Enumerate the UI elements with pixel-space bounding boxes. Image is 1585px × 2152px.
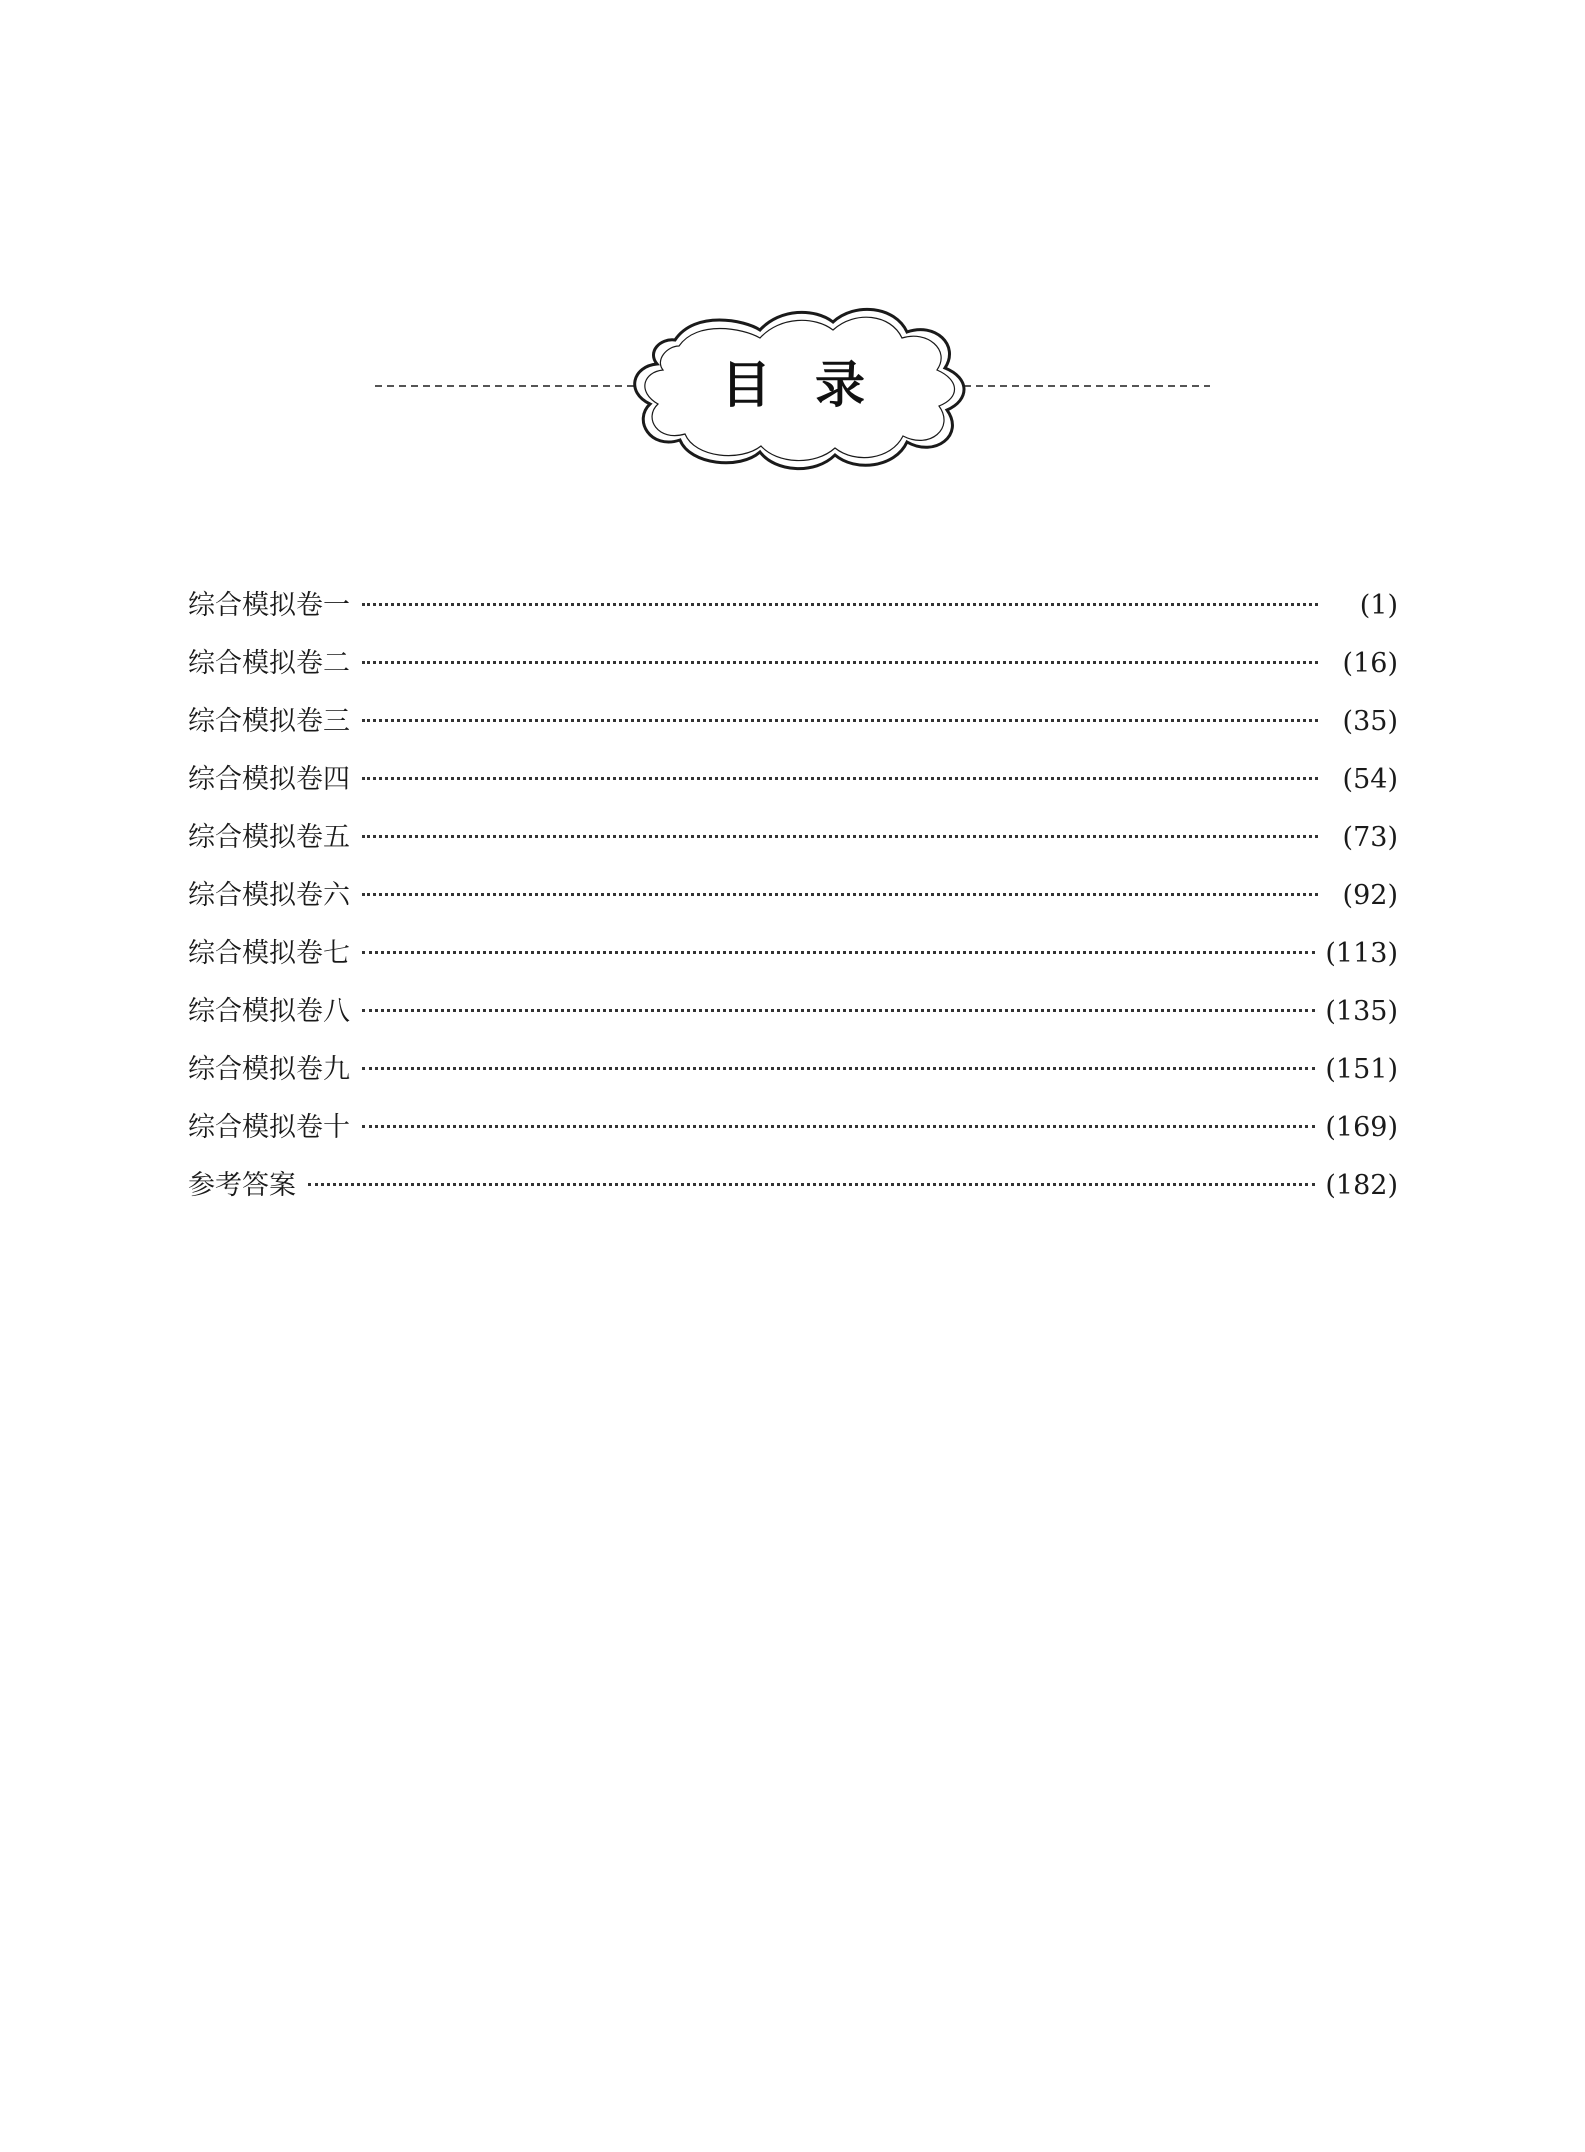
- toc-entry[interactable]: [188, 643, 1398, 701]
- dot-leader: [362, 1067, 1315, 1070]
- dot-leader: [362, 893, 1318, 896]
- toc-entry-label: 综合模拟卷五: [188, 822, 350, 853]
- toc-entry-page: (169): [1325, 1112, 1398, 1143]
- toc-entry[interactable]: [188, 991, 1398, 1049]
- page-title: 目录: [721, 356, 909, 414]
- toc-entry-page: (16): [1342, 648, 1398, 679]
- dot-leader: [362, 777, 1318, 780]
- dot-leader: [362, 951, 1315, 954]
- toc-entry-page: (35): [1342, 706, 1398, 737]
- toc-entry-label: 参考答案: [188, 1170, 296, 1201]
- toc-entry-page: (113): [1325, 938, 1398, 969]
- dot-leader: [362, 661, 1318, 664]
- dot-leader: [362, 1125, 1315, 1128]
- toc-entry[interactable]: [188, 817, 1398, 875]
- toc-entry[interactable]: [188, 933, 1398, 991]
- toc-entry[interactable]: [188, 701, 1398, 759]
- toc-entry[interactable]: [188, 875, 1398, 933]
- toc-header: [375, 300, 1210, 480]
- toc-entry-page: (54): [1342, 764, 1398, 795]
- toc-entry-page: (92): [1342, 880, 1398, 911]
- toc-entry-page: (182): [1325, 1170, 1398, 1201]
- dot-leader: [362, 835, 1318, 838]
- toc-entry[interactable]: [188, 1165, 1398, 1223]
- toc-entry-label: 综合模拟卷七: [188, 938, 350, 969]
- toc-entry-label: 综合模拟卷九: [188, 1054, 350, 1085]
- dot-leader: [362, 1009, 1315, 1012]
- toc-entry-label: 综合模拟卷一: [188, 590, 350, 621]
- toc-entry-label: 综合模拟卷二: [188, 648, 350, 679]
- toc-entry-page: (1): [1359, 590, 1398, 621]
- toc-entry-page: (73): [1342, 822, 1398, 853]
- toc-entry-page: (135): [1325, 996, 1398, 1027]
- toc-entry[interactable]: [188, 1049, 1398, 1107]
- toc-entry[interactable]: [188, 759, 1398, 817]
- toc-list: [188, 585, 1398, 1223]
- toc-entry-label: 综合模拟卷十: [188, 1112, 350, 1143]
- toc-entry[interactable]: [188, 1107, 1398, 1165]
- toc-entry-label: 综合模拟卷六: [188, 880, 350, 911]
- dot-leader: [308, 1183, 1315, 1186]
- dot-leader: [362, 603, 1318, 606]
- toc-entry-label: 综合模拟卷八: [188, 996, 350, 1027]
- toc-entry[interactable]: [188, 585, 1398, 643]
- toc-entry-label: 综合模拟卷三: [188, 706, 350, 737]
- toc-entry-page: (151): [1325, 1054, 1398, 1085]
- toc-entry-label: 综合模拟卷四: [188, 764, 350, 795]
- dot-leader: [362, 719, 1318, 722]
